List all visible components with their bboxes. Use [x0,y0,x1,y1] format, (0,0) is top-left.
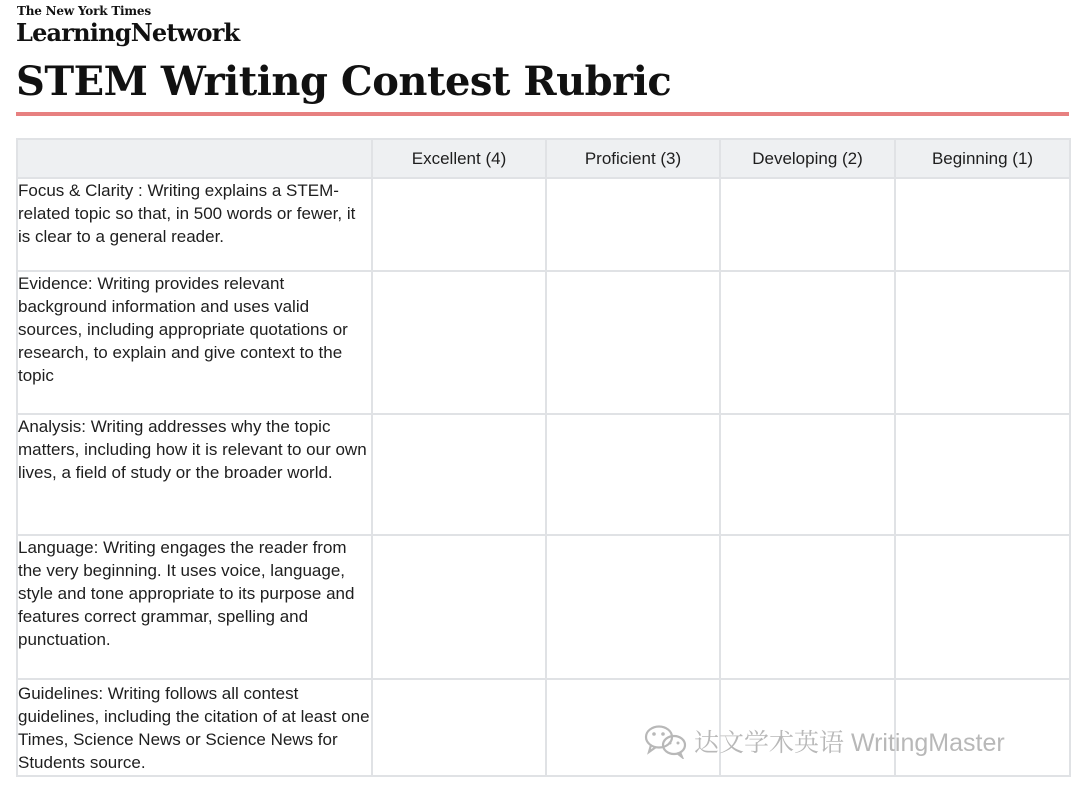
watermark-text: 达文学术英语 WritingMaster [694,729,1005,757]
criterion-name: Evidence: [18,274,93,293]
watermark [644,723,1005,759]
score-cell-proficient[interactable] [546,414,720,535]
column-header-proficient: Proficient (3) [546,139,720,178]
rubric-table [16,138,1071,777]
criterion-cell [17,535,372,679]
score-cell-developing[interactable] [720,535,895,679]
score-cell-developing[interactable] [720,414,895,535]
learning-network-logo: LearningNetwork [16,18,240,47]
title-divider [16,112,1069,116]
score-cell-proficient[interactable] [546,271,720,414]
score-cell-beginning[interactable] [895,178,1070,271]
criterion-name: Focus & Clarity : [18,181,143,200]
criterion-name: Analysis: [18,417,87,436]
page-title: STEM Writing Contest Rubric [16,58,672,105]
score-cell-excellent[interactable] [372,178,546,271]
score-cell-proficient[interactable] [546,178,720,271]
rubric-row-evidence [17,271,1070,414]
criterion-name: Guidelines: [18,684,104,703]
nyt-masthead: The New York Times [17,4,151,18]
header-blank-cell [17,139,372,178]
criterion-cell [17,679,372,776]
score-cell-beginning[interactable] [895,535,1070,679]
score-cell-proficient[interactable] [546,535,720,679]
score-cell-excellent[interactable] [372,679,546,776]
rubric-row-language [17,535,1070,679]
criterion-cell [17,178,372,271]
criterion-description: Writing engages the reader from the very beginning. It uses voice, language, style and tone appropriate to its purpose and features correct grammar, spelling and punctuation. [18,538,355,649]
score-cell-beginning[interactable] [895,271,1070,414]
score-cell-excellent[interactable] [372,271,546,414]
criterion-description: Writing provides relevant background information and uses valid sources, including appropriate quotations or research, to explain and give context to the topic [18,274,348,385]
criterion-cell [17,414,372,535]
score-cell-excellent[interactable] [372,414,546,535]
rubric-row-focus [17,178,1070,271]
criterion-description: Writing addresses why the topic matters, including how it is relevant to our own lives, a field of study or the broader world. [18,417,367,482]
score-cell-developing[interactable] [720,271,895,414]
column-header-beginning: Beginning (1) [895,139,1070,178]
wechat-icon [644,723,688,759]
criterion-cell [17,271,372,414]
criterion-description: Writing explains a STEM-related topic so that, in 500 words or fewer, it is clear to a general reader. [18,181,356,246]
criterion-name: Language: [18,538,99,557]
rubric-row-analysis [17,414,1070,535]
column-header-developing: Developing (2) [720,139,895,178]
column-header-excellent: Excellent (4) [372,139,546,178]
criterion-description: Writing follows all contest guidelines, including the citation of at least one Times, Science News or Science News for Students source. [18,684,370,772]
score-cell-developing[interactable] [720,178,895,271]
score-cell-beginning[interactable] [895,414,1070,535]
score-cell-excellent[interactable] [372,535,546,679]
header-row [17,139,1070,178]
